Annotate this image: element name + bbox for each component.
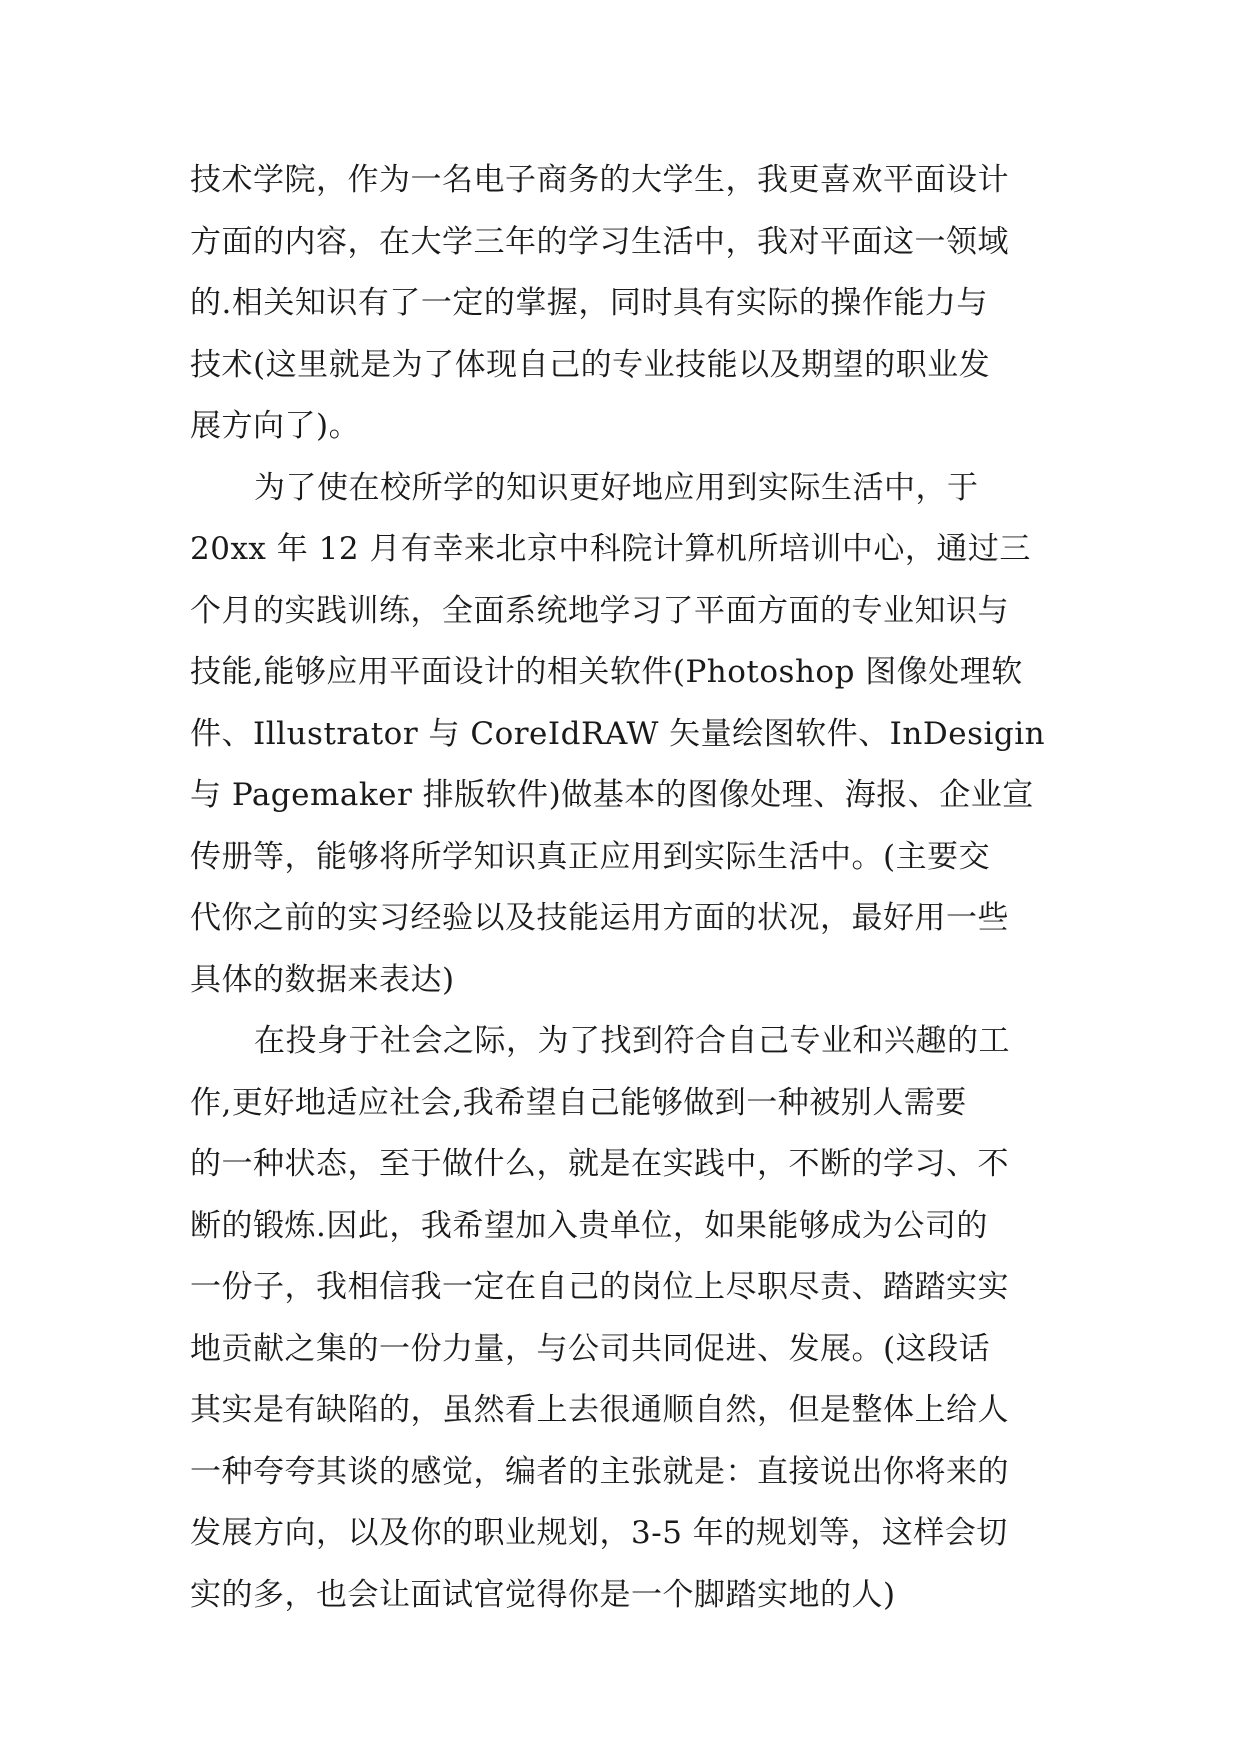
document-body xyxy=(190,150,1050,1626)
text-line: 具体的数据来表达) xyxy=(190,961,455,998)
text-line: 其实是有缺陷的，虽然看上去很通顺自然，但是整体上给人 xyxy=(190,1392,1009,1428)
text-line: 实的多，也会让面试官觉得你是一个脚踏实地的人) xyxy=(190,1576,896,1613)
text-line: 为了使在校所学的知识更好地应用到实际生活中，于 xyxy=(254,469,979,506)
text-line: 在投身于社会之际，为了找到符合自己专业和兴趣的工 xyxy=(254,1023,1010,1059)
text-line: 20xx 年 12 月有幸来北京中科院计算机所培训中心，通过三 xyxy=(190,531,1031,567)
text-line: 传册等，能够将所学知识真正应用到实际生活中。(主要交 xyxy=(190,838,991,875)
text-line: 与 Pagemaker 排版软件)做基本的图像处理、海报、企业宣 xyxy=(190,777,1034,813)
text-line: 件、Illustrator 与 CoreIdRAW 矢量绘图软件、InDesigin xyxy=(190,715,1046,752)
text-line: 作,更好地适应社会,我希望自己能够做到一种被别人需要 xyxy=(190,1084,967,1121)
text-line: 展方向了)。 xyxy=(190,408,361,444)
text-line: 的一种状态，至于做什么，就是在实践中，不断的学习、不 xyxy=(190,1146,1009,1182)
text-line: 发展方向，以及你的职业规划，3-5 年的规划等，这样会切 xyxy=(190,1515,1008,1551)
text-line: 断的锻炼.因此，我希望加入贵单位，如果能够成为公司的 xyxy=(190,1207,988,1244)
text-line: 一份子，我相信我一定在自己的岗位上尽职尽责、踏踏实实 xyxy=(190,1269,1009,1305)
text-line: 个月的实践训练，全面系统地学习了平面方面的专业知识与 xyxy=(190,592,1009,629)
text-line: 技能,能够应用平面设计的相关软件(Photoshop 图像处理软 xyxy=(190,654,1023,690)
text-line: 代你之前的实习经验以及技能运用方面的状况，最好用一些 xyxy=(190,900,1009,936)
text-line: 的.相关知识有了一定的掌握，同时具有实际的操作能力与 xyxy=(190,285,988,321)
paragraph-training xyxy=(190,458,1050,1012)
text-line: 技术(这里就是为了体现自己的专业技能以及期望的职业发 xyxy=(190,346,991,383)
text-line: 地贡献之集的一份力量，与公司共同促进、发展。(这段话 xyxy=(190,1330,991,1367)
text-line: 技术学院，作为一名电子商务的大学生，我更喜欢平面设计 xyxy=(190,162,1009,198)
paragraph-intro-continued xyxy=(190,150,1050,458)
paragraph-career-goal xyxy=(190,1011,1050,1626)
text-line: 方面的内容，在大学三年的学习生活中，我对平面这一领域 xyxy=(190,223,1009,260)
text-line: 一种夸夸其谈的感觉，编者的主张就是：直接说出你将来的 xyxy=(190,1453,1009,1490)
